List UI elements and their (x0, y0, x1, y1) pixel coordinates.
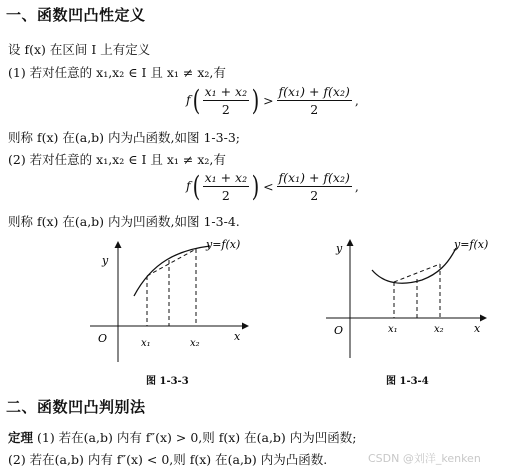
formula1-func: f (186, 92, 191, 107)
fig1-curve (134, 246, 210, 296)
theorem-label: 定理 (8, 430, 34, 445)
fig2-curve (372, 248, 456, 283)
formula2-left-denominator: 2 (221, 188, 230, 203)
fig1-curve-label: y=f(x) (206, 238, 241, 251)
formula-concave (186, 170, 361, 203)
formula-convex (186, 84, 361, 117)
formula1-tail: , (354, 93, 359, 108)
formula1-right-numerator: f(x₁) + f(x₂) (278, 84, 350, 99)
formula2-lparen: ( (192, 169, 200, 203)
figure-convex (86, 236, 256, 368)
fig1-origin-label: O (98, 332, 108, 345)
formula2-right-denominator: 2 (310, 188, 319, 203)
formula2-tail: , (354, 179, 359, 194)
section1-item2: (2) 若对任意的 x₁,x₂ ∈ I 且 x₁ ≠ x₂,有 (8, 152, 226, 167)
section1-item1: (1) 若对任意的 x₁,x₂ ∈ I 且 x₁ ≠ x₂,有 (8, 65, 226, 80)
formula2-right-fraction (277, 170, 352, 203)
formula2-right-numerator: f(x₁) + f(x₂) (278, 170, 350, 185)
formula1-left-fraction (203, 84, 250, 117)
formula2-relation: < (263, 179, 274, 194)
fig1-y-label: y (102, 254, 109, 267)
theorem-line2: (2) 若在(a,b) 内有 f″(x) < 0,则 f(x) 在(a,b) 内为凸函数. (8, 452, 328, 467)
formula2-rparen: ) (251, 169, 260, 203)
formula1-left-numerator: x₁ + x₂ (204, 84, 248, 99)
theorem-line1-text: (1) 若在(a,b) 内有 f″(x) > 0,则 f(x) 在(a,b) 内为凹函数; (37, 430, 357, 445)
figure-concave-caption: 图 1-3-4 (386, 376, 429, 387)
fig1-x1-label: x₁ (141, 338, 151, 349)
fig2-x2-label: x₂ (434, 324, 444, 335)
figure-convex-caption: 图 1-3-3 (146, 376, 189, 387)
section1-conclusion2: 则称 f(x) 在(a,b) 内为凹函数,如图 1-3-4. (8, 214, 240, 229)
formula2-func: f (186, 178, 191, 193)
figure-concave (322, 234, 502, 366)
fig1-x2-label: x₂ (190, 338, 200, 349)
section1-heading: 一、函数凹凸性定义 (6, 6, 146, 24)
formula1-rparen: ) (251, 83, 260, 117)
formula1-right-denominator: 2 (310, 102, 319, 117)
section1-intro: 设 f(x) 在区间 I 上有定义 (8, 42, 151, 57)
watermark-text: CSDN @刘洋_kenken (368, 452, 481, 465)
formula1-relation: > (263, 93, 274, 108)
fig2-y-label: y (336, 242, 343, 255)
formula1-left-denominator: 2 (221, 102, 230, 117)
formula2-left-numerator: x₁ + x₂ (204, 170, 248, 185)
section1-conclusion1: 则称 f(x) 在(a,b) 内为凸函数,如图 1-3-3; (8, 130, 240, 145)
fig1-chord (147, 249, 196, 276)
theorem-line1 (8, 428, 357, 446)
section2-heading: 二、函数凹凸判别法 (6, 398, 146, 416)
fig2-x-label: x (474, 322, 481, 335)
fig2-x1-label: x₁ (388, 324, 398, 335)
formula1-right-fraction (277, 84, 352, 117)
formula1-lparen: ( (192, 83, 200, 117)
fig2-curve-label: y=f(x) (454, 238, 489, 251)
formula2-left-fraction (203, 170, 250, 203)
fig1-x-label: x (234, 330, 241, 343)
fig2-origin-label: O (334, 324, 344, 337)
